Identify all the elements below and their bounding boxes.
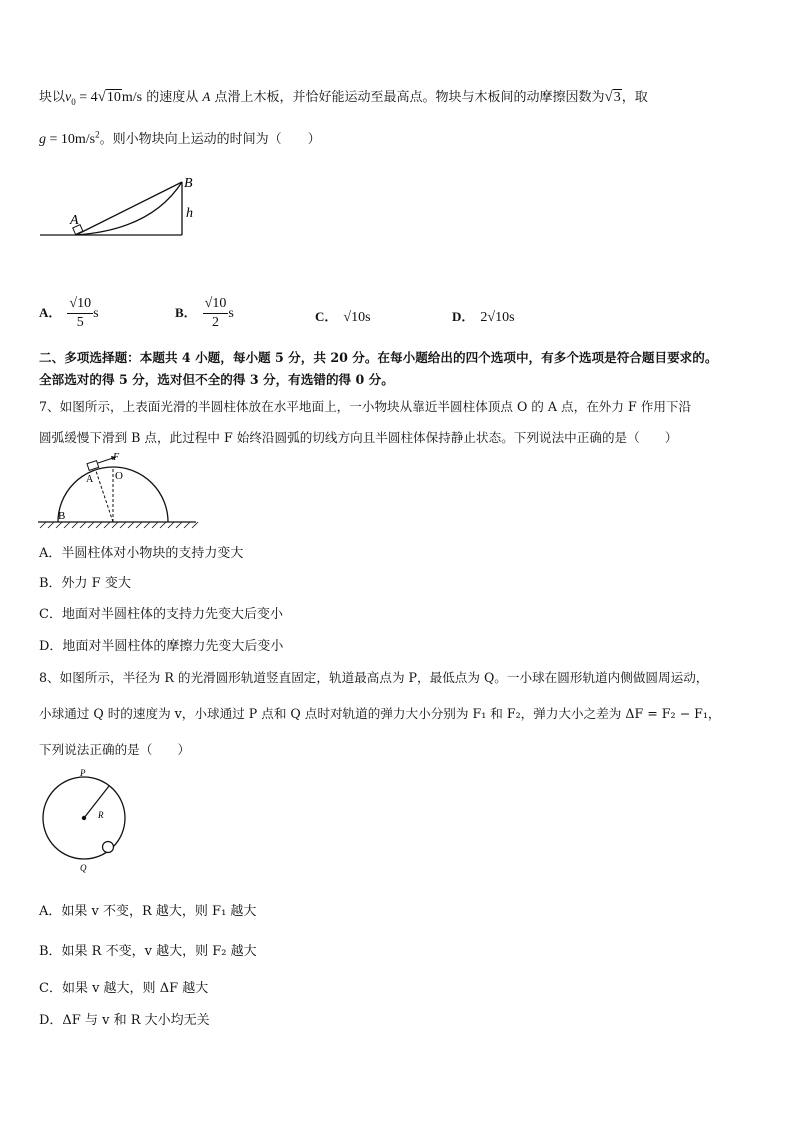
q7-fig-label-F: F [113, 452, 120, 463]
q8-circular-track-figure [36, 768, 146, 878]
q8-option-B[interactable]: B．如果 R 不变，v 越大，则 F₂ 越大 [39, 944, 257, 959]
q6-text: 的速度从 [142, 90, 203, 105]
q7-fig-label-A: A [86, 474, 94, 485]
g-value: = 10m/s [46, 132, 96, 147]
q6-fig-label-A: A [70, 213, 79, 228]
section2-header-line2: 全部选对的得 5 分，选对但不全的得 3 分，有选错的得 0 分。 [39, 372, 394, 387]
q7-option-A[interactable]: A．半圆柱体对小物块的支持力变大 [39, 546, 244, 561]
q8-stem-line1: 8、如图所示，半径为 R 的光滑圆形轨道竖直固定，轨道最高点为 P，最低点为 Q。一小球在圆形轨道内侧做圆周运动， [39, 670, 709, 685]
q6-stem-line2 [39, 128, 321, 148]
v0-subscript: 0 [71, 96, 76, 107]
q6-text: ，取 [621, 90, 648, 105]
option-label: B． [175, 305, 197, 320]
q7-option-B[interactable]: B．外力 F 变大 [39, 576, 131, 591]
q6-incline-figure [36, 172, 236, 252]
q8-fig-label-Q: Q [80, 863, 87, 873]
option-label: C． [315, 309, 338, 324]
option-value: 2√10s [480, 310, 515, 325]
q6-fig-label-B: B [184, 176, 193, 191]
v0-symbol: v [65, 90, 72, 105]
fraction-numerator: √10 [203, 296, 229, 314]
point-A-label: A [202, 89, 211, 104]
q8-option-A[interactable]: A．如果 v 不变，R 越大，则 F₁ 越大 [39, 904, 257, 919]
q6-option-D[interactable] [452, 306, 515, 326]
fraction-denominator: 2 [212, 315, 220, 330]
q6-text: 块以 [39, 90, 66, 105]
q7-stem-line1: 7、如图所示，上表面光滑的半圆柱体放在水平地面上，一小物块从靠近半圆柱体顶点 O 的 A 点，在外力 F 作用下沿 [39, 399, 692, 414]
q7-half-cylinder-figure [36, 452, 206, 532]
g-symbol: g [39, 132, 46, 147]
section2-header-line1: 二、多项选择题：本题共 4 小题，每小题 5 分，共 20 分。在每小题给出的四个选项中，有多个选项是符合题目要求的。 [39, 350, 718, 365]
option-label: A． [39, 305, 62, 320]
velocity-unit: m/s [121, 90, 143, 105]
q7-option-D[interactable]: D．地面对半圆柱体的摩擦力先变大后变小 [39, 639, 284, 654]
q7-option-C[interactable]: C．地面对半圆柱体的支持力先变大后变小 [39, 607, 283, 622]
g-exponent: 2 [95, 129, 100, 140]
q8-fig-label-R: R [98, 810, 104, 820]
fraction-numerator: √10 [67, 296, 93, 314]
q8-option-D[interactable]: D．ΔF 与 v 和 R 大小均无关 [39, 1013, 210, 1028]
option-label: D． [452, 309, 475, 324]
q7-fig-label-O: O [115, 470, 123, 482]
q6-option-C[interactable] [315, 306, 371, 326]
q6-option-B[interactable] [175, 296, 234, 331]
q7-stem-line2: 圆弧缓慢下滑到 B 点，此过程中 F 始终沿圆弧的切线方向且半圆柱体保持静止状态。下列说法中正确的是（ ） [39, 430, 678, 445]
fraction-denominator: 5 [76, 315, 84, 330]
q8-stem-line2: 小球通过 Q 时的速度为 v，小球通过 P 点和 Q 点时对轨道的弹力大小分别为 F₁ 和 F₂，弹力大小之差为 ΔF = F₂ − F₁， [39, 706, 721, 721]
time-unit: s [93, 306, 99, 321]
q6-option-A[interactable] [39, 296, 99, 331]
time-unit: s [228, 306, 234, 321]
q7-fig-label-B: B [58, 510, 66, 522]
option-value: √10s [343, 310, 371, 325]
q6-text: 点滑上木板，并恰好能运动至最高点。物块与木板间的动摩擦因数为 [210, 90, 605, 105]
equals-text: = 4 [75, 90, 98, 105]
q8-fig-label-P: P [80, 768, 86, 778]
sqrt-value: 10 [106, 90, 121, 105]
q6-question: 。则小物块向上运动的时间为（ ） [99, 132, 321, 147]
q8-stem-line3: 下列说法正确的是（ ） [39, 742, 191, 757]
q8-option-C[interactable]: C．如果 v 越大，则 ΔF 越大 [39, 981, 209, 996]
q6-fig-label-h: h [186, 206, 193, 221]
sqrt3-value: 3 [613, 90, 621, 105]
q6-stem-line1: 块以$v_0 = 4√10m/s$ 的速度从 A 点滑上木板，并恰好能运动至最高点。物块与木板间的动摩擦因数为√3，取 [39, 89, 648, 107]
